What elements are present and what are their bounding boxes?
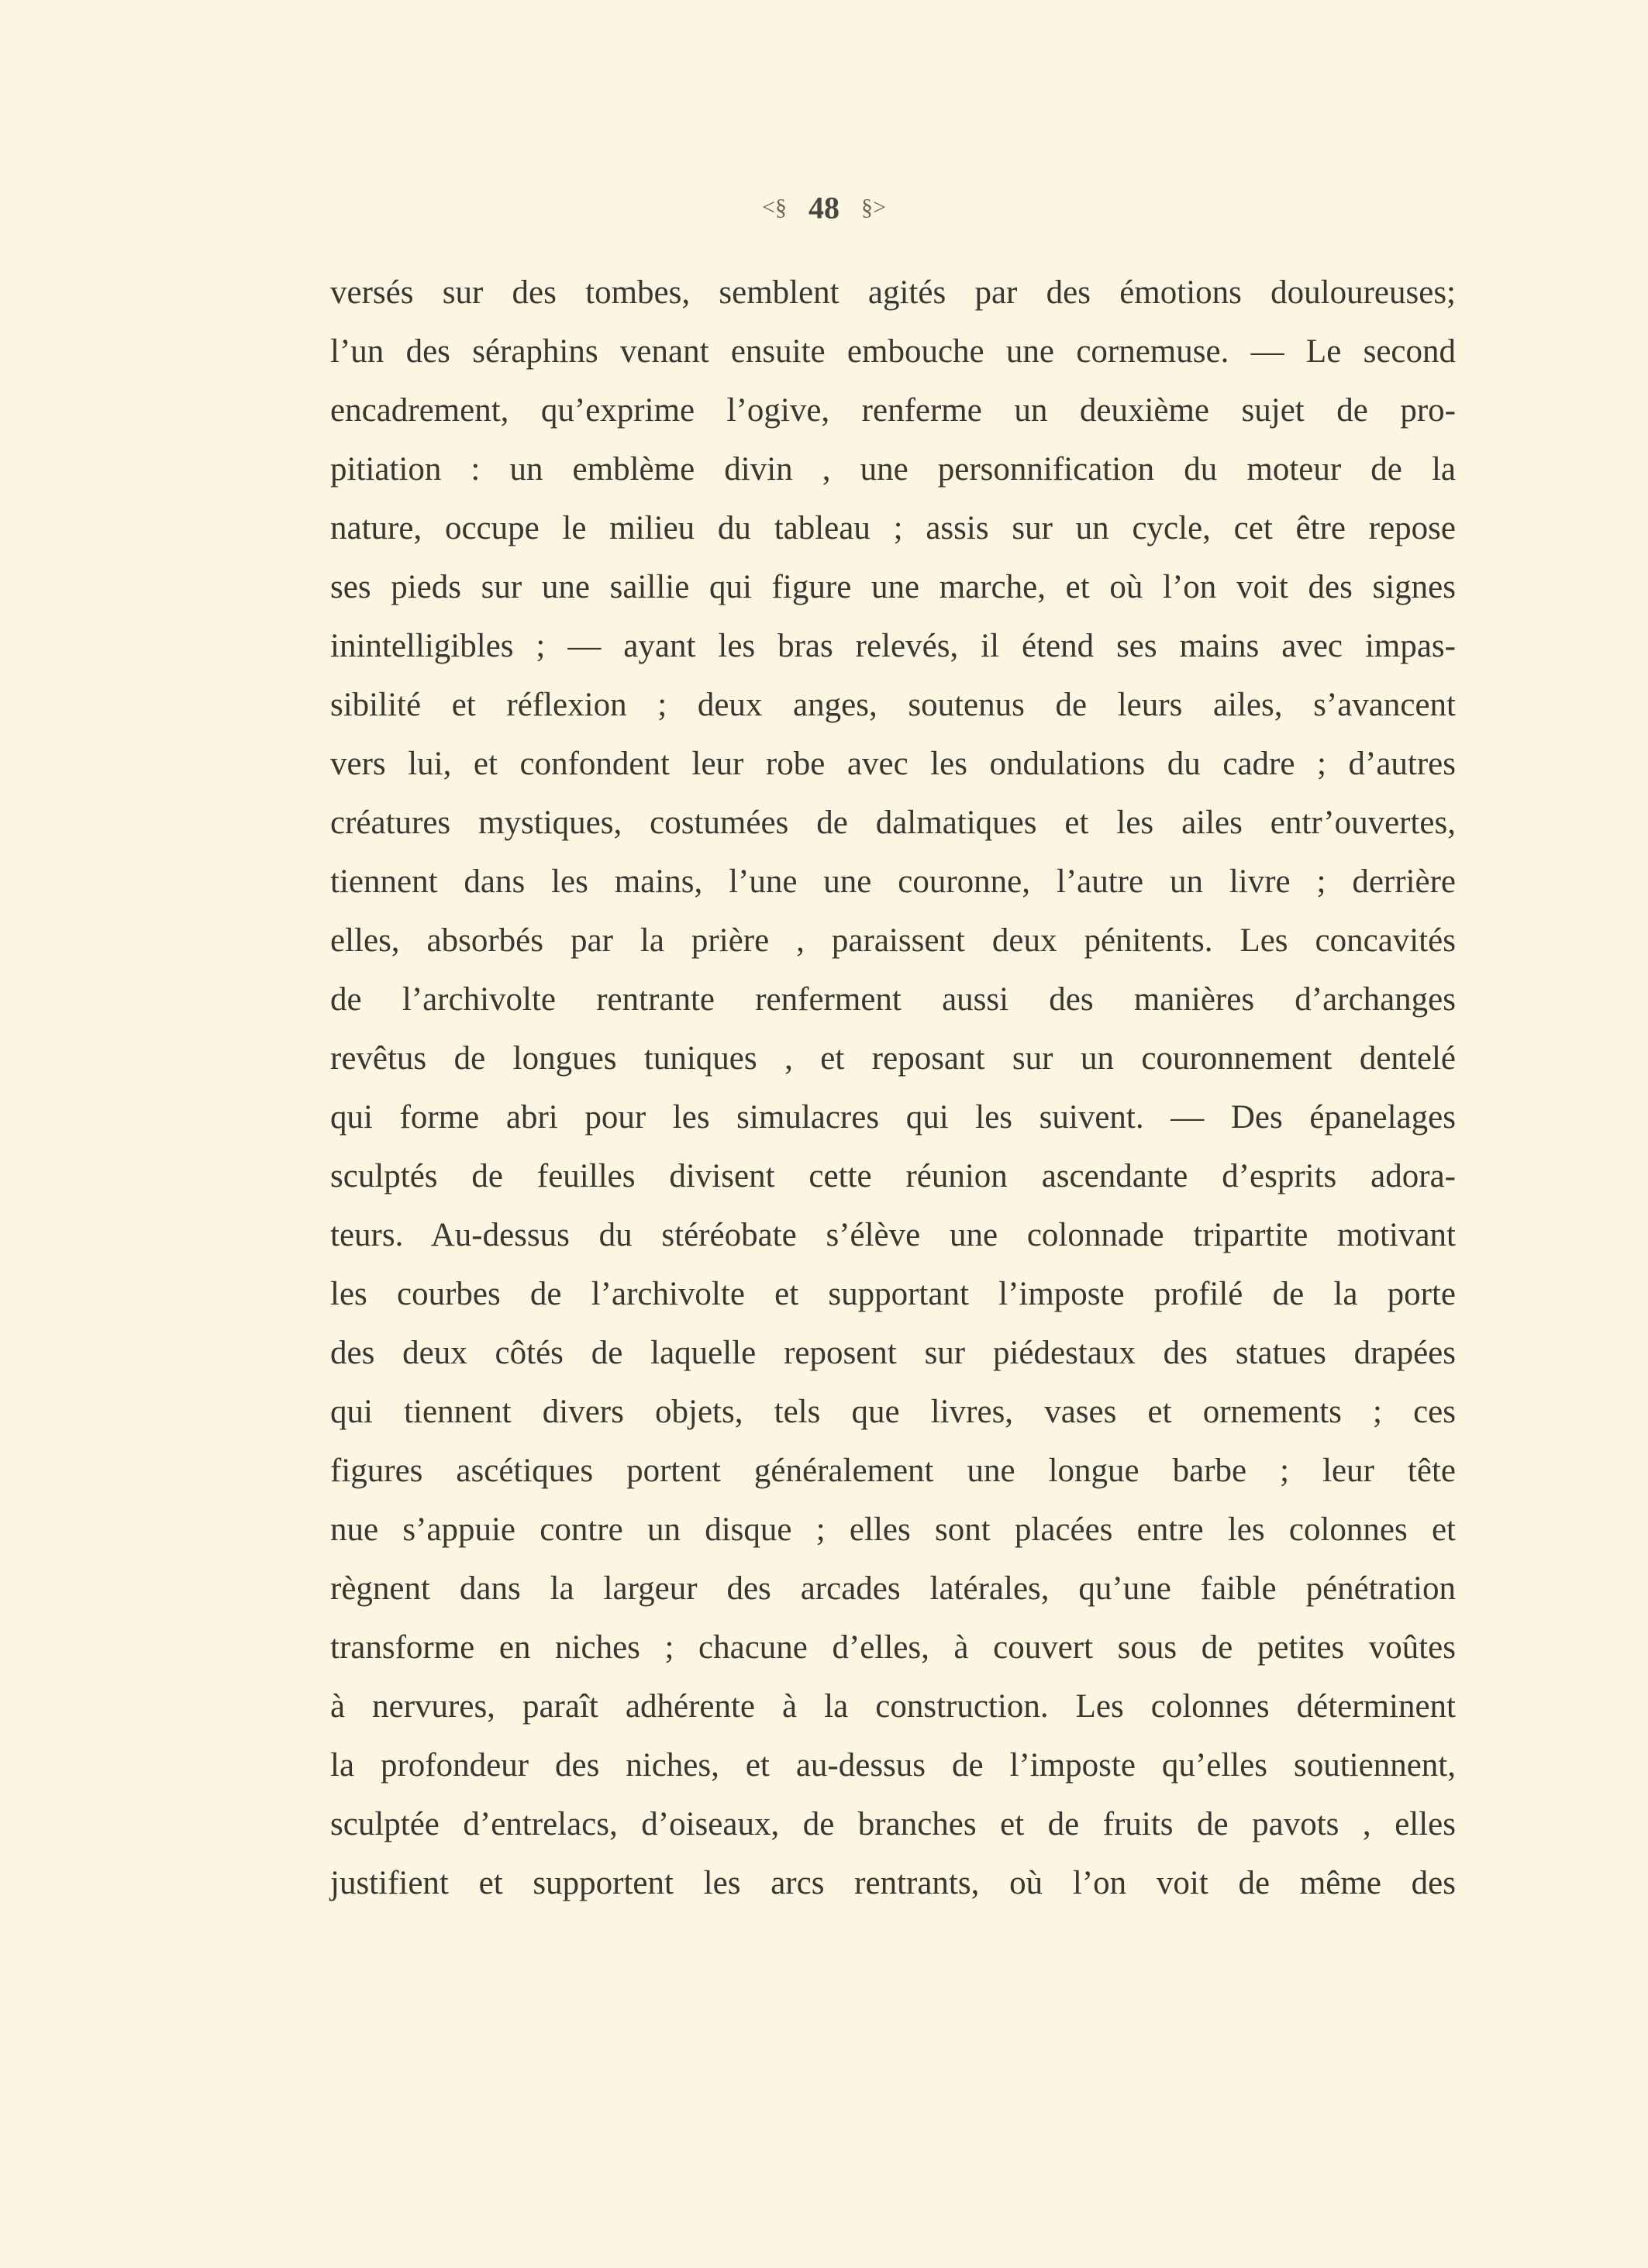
text-line: versés sur des tombes, semblent agités par des émotions douloureuses; bbox=[330, 274, 1456, 311]
text-line: nature, occupe le milieu du tableau ; assis sur un cycle, cet être repose bbox=[330, 510, 1456, 546]
text-line: sibilité et réflexion ; deux anges, soutenus de leurs ailes, s’avancent bbox=[330, 687, 1456, 723]
text-line: vers lui, et confondent leur robe avec les ondulations du cadre ; d’autres bbox=[330, 746, 1456, 782]
text-line: inintelligibles ; — ayant les bras relevés, il étend ses mains avec impas- bbox=[330, 628, 1456, 664]
text-line: à nervures, paraît adhérente à la construction. Les colonnes déterminent bbox=[330, 1688, 1456, 1725]
text-line: revêtus de longues tuniques , et reposant sur un couronnement dentelé bbox=[330, 1040, 1456, 1077]
text-line: qui forme abri pour les simulacres qui les suivent. — Des épanelages bbox=[330, 1099, 1456, 1136]
body-text bbox=[330, 264, 1456, 1913]
page-number: 48 bbox=[808, 190, 840, 226]
text-line: des deux côtés de laquelle reposent sur piédestaux des statues drapées bbox=[330, 1335, 1456, 1371]
text-line: tiennent dans les mains, l’une une couronne, l’autre un livre ; derrière bbox=[330, 863, 1456, 900]
text-line: elles, absorbés par la prière , paraissent deux pénitents. Les concavités bbox=[330, 922, 1456, 959]
text-line: sculptée d’entrelacs, d’oiseaux, de branches et de fruits de pavots , elles bbox=[330, 1806, 1456, 1842]
ornament-right-icon: §> bbox=[861, 194, 886, 220]
text-line: l’un des séraphins venant ensuite embouche une cornemuse. — Le second bbox=[330, 333, 1456, 370]
text-line: la profondeur des niches, et au-dessus de l’imposte qu’elles soutiennent, bbox=[330, 1747, 1456, 1784]
text-line: nue s’appuie contre un disque ; elles sont placées entre les colonnes et bbox=[330, 1511, 1456, 1548]
text-line: de l’archivolte rentrante renferment aussi des manières d’archanges bbox=[330, 981, 1456, 1018]
text-line: pitiation : un emblème divin , une personnification du moteur de la bbox=[330, 451, 1456, 488]
ornament-left-icon: <§ bbox=[762, 194, 787, 220]
text-line: ses pieds sur une saillie qui figure une marche, et où l’on voit des signes bbox=[330, 569, 1456, 605]
text-line: justifient et supportent les arcs rentrants, où l’on voit de même des bbox=[330, 1865, 1456, 1901]
text-line: règnent dans la largeur des arcades latérales, qu’une faible pénétration bbox=[330, 1570, 1456, 1607]
text-line: teurs. Au-dessus du stéréobate s’élève une colonnade tripartite motivant bbox=[330, 1217, 1456, 1253]
text-line: les courbes de l’archivolte et supportant l’imposte profilé de la porte bbox=[330, 1276, 1456, 1312]
text-line: créatures mystiques, costumées de dalmatiques et les ailes entr’ouvertes, bbox=[330, 805, 1456, 841]
text-line: transforme en niches ; chacune d’elles, à couvert sous de petites voûtes bbox=[330, 1629, 1456, 1666]
page-header bbox=[0, 186, 1648, 226]
text-line: encadrement, qu’exprime l’ogive, renferme un deuxième sujet de pro- bbox=[330, 392, 1456, 429]
text-line: sculptés de feuilles divisent cette réunion ascendante d’esprits adora- bbox=[330, 1158, 1456, 1194]
text-line: qui tiennent divers objets, tels que livres, vases et ornements ; ces bbox=[330, 1394, 1456, 1430]
text-line: figures ascétiques portent généralement une longue barbe ; leur tête bbox=[330, 1453, 1456, 1489]
